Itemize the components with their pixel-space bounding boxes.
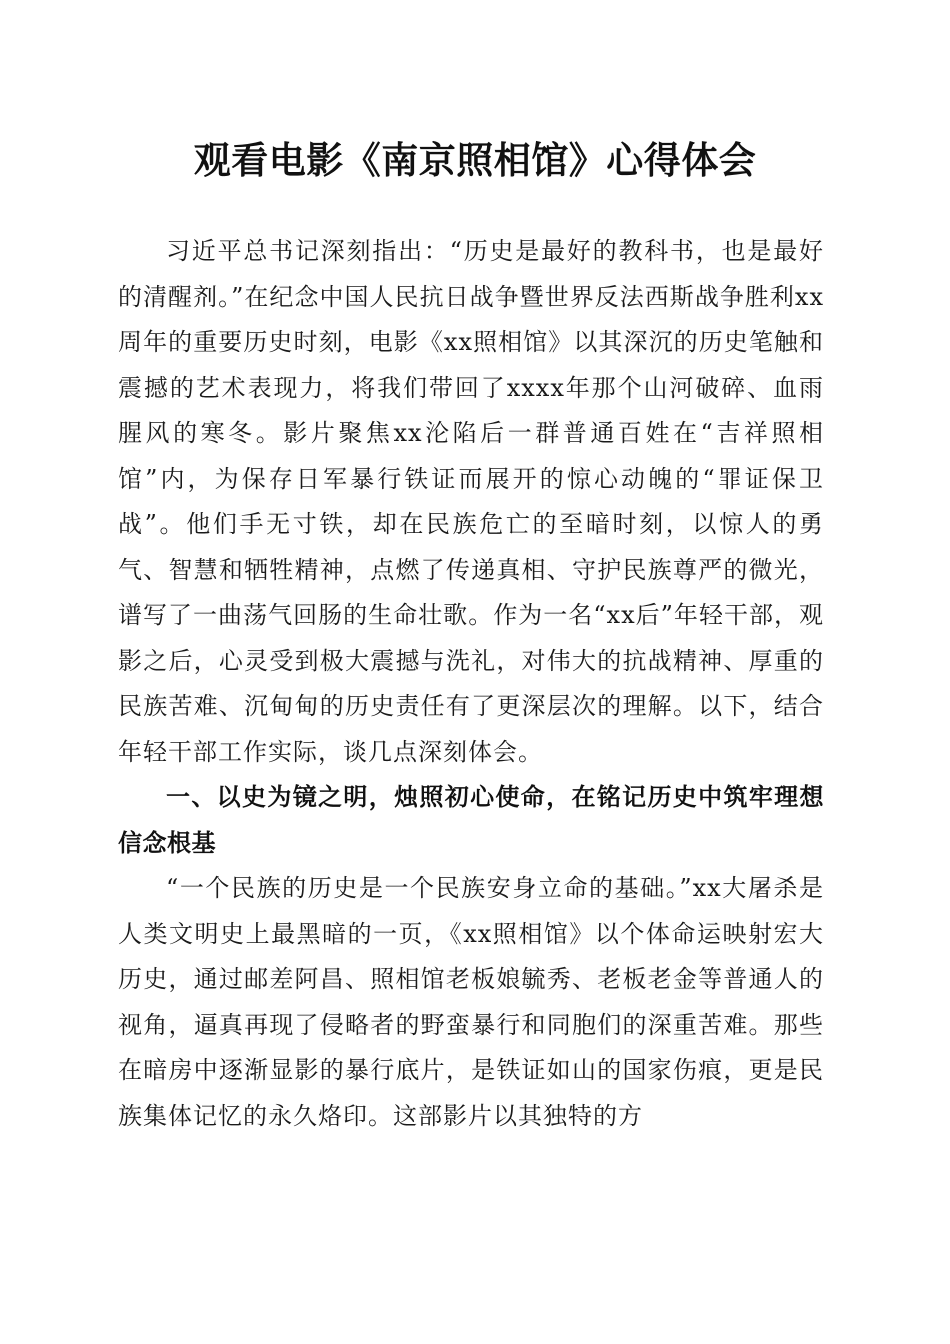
intro-paragraph: 习近平总书记深刻指出：“历史是最好的教科书，也是最好的清醒剂。”在纪念中国人民抗日战争暨世界反法西斯战争胜利xx周年的重要历史时刻，电影《xx照相馆》以其深沉的历史笔触和震撼的艺术表现力，将我们带回了xxxx年那个山河破碎、血雨腥风的寒冬。影片聚焦xx沦陷后一群普通百姓在“吉祥照相馆”内，为保存日军暴行铁证而展开的惊心动魄的“罪证保卫战”。他们手无寸铁，却在民族危亡的至暗时刻，以惊人的勇气、智慧和牺牲精神，点燃了传递真相、守护民族尊严的微光，谱写了一曲荡气回肠的生命壮歌。作为一名“xx后”年轻干部，观影之后，心灵受到极大震撼与洗礼，对伟大的抗战精神、厚重的民族苦难、沉甸甸的历史责任有了更深层次的理解。以下，结合年轻干部工作实际，谈几点深刻体会。 bbox=[118, 237, 824, 766]
document-body bbox=[118, 229, 824, 1139]
section-paragraph: “一个民族的历史是一个民族安身立命的基础。”xx大屠杀是人类文明史上最黑暗的一页，《xx照相馆》以个体命运映射宏大历史，通过邮差阿昌、照相馆老板娘毓秀、老板老金等普通人的视角，逼真再现了侵略者的野蛮暴行和同胞们的深重苦难。那些在暗房中逐渐显影的暴行底片，是铁证如山的国家伤痕，更是民族集体记忆的永久烙印。这部影片以其独特的方 bbox=[118, 874, 824, 1130]
document-title: 观看电影《南京照相馆》心得体会 bbox=[193, 138, 757, 182]
section-heading: 一、以史为镜之明，烛照初心使命，在铭记历史中筑牢理想信念根基 bbox=[118, 783, 824, 857]
